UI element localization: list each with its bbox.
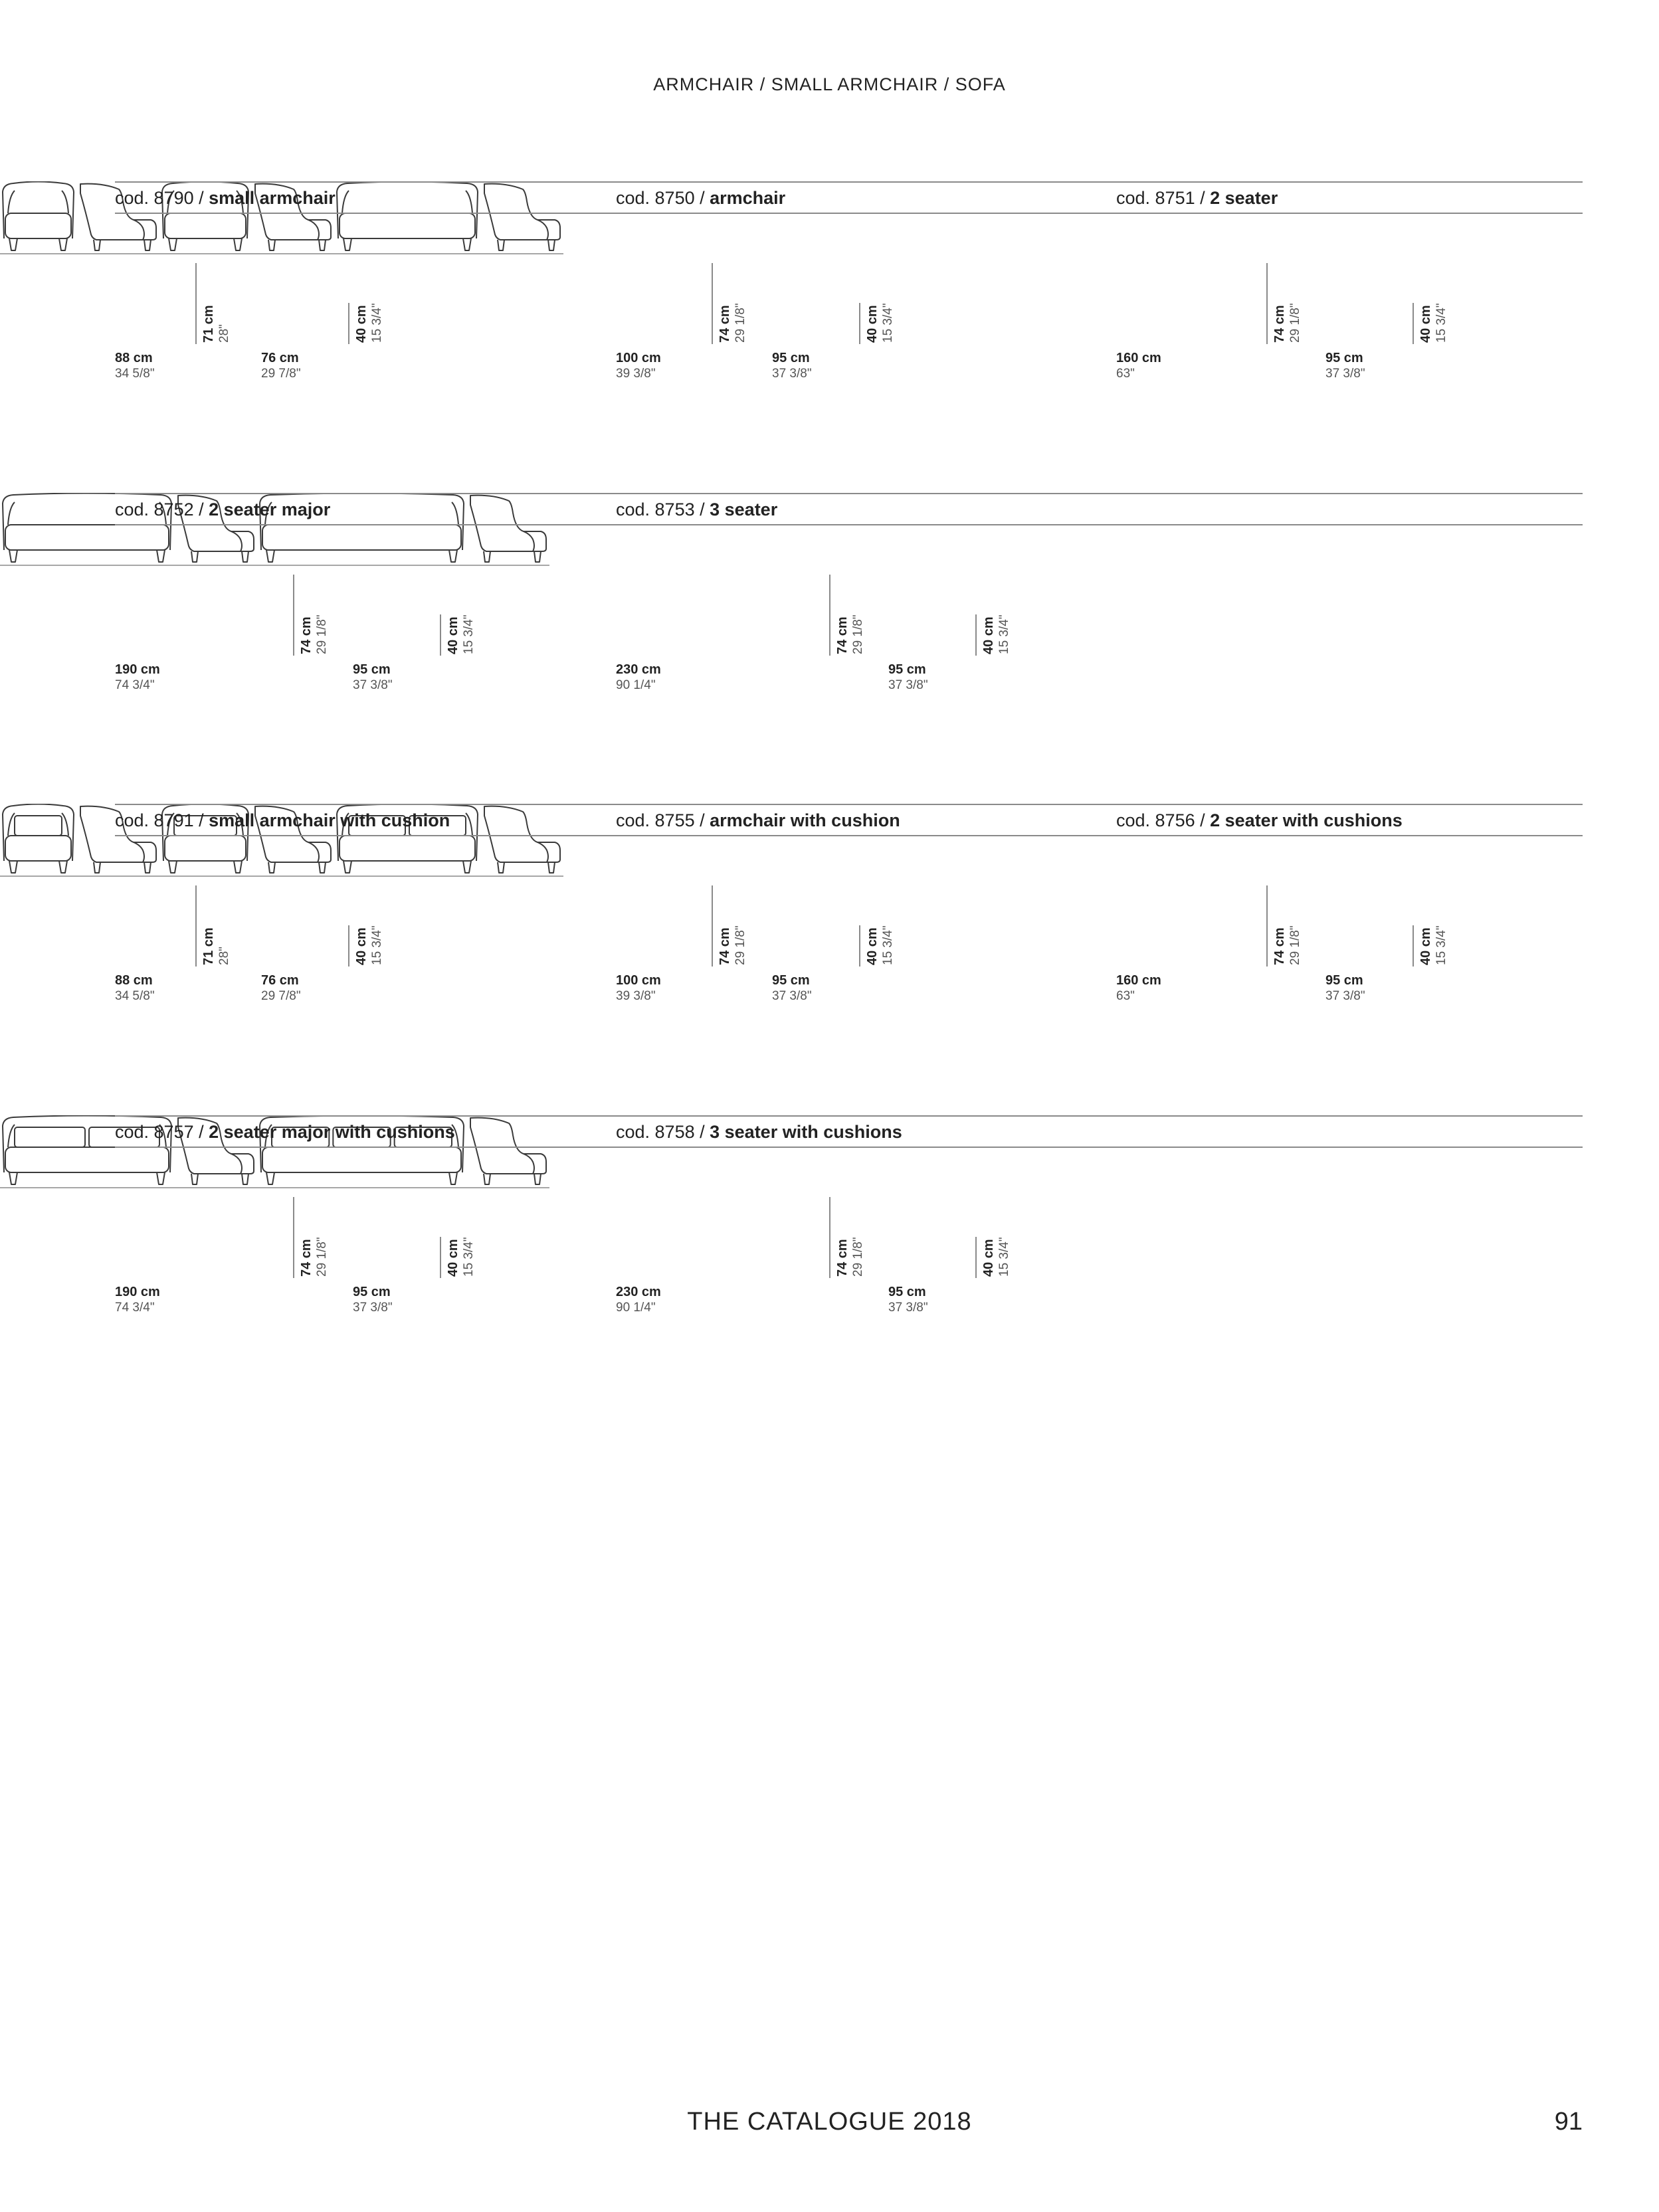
seat-height-in: 15 3/4" bbox=[997, 1237, 1011, 1277]
product-code: cod. 8750 / bbox=[616, 188, 705, 208]
product-name: 2 seater bbox=[1210, 188, 1278, 208]
height-guide-line bbox=[293, 1197, 294, 1278]
front-width-in: 34 5/8" bbox=[115, 989, 155, 1003]
side-depth-cm: 95 cm bbox=[1325, 973, 1363, 988]
front-height-in: 29 1/8" bbox=[851, 1237, 865, 1277]
side-depth-in: 37 3/8" bbox=[353, 1301, 393, 1315]
front-height-cm: 74 cm bbox=[718, 927, 732, 965]
front-view-drawing bbox=[0, 804, 76, 877]
front-height-in: 29 1/8" bbox=[1288, 925, 1302, 965]
product-code: cod. 8753 / bbox=[616, 500, 705, 519]
seat-height-dimension bbox=[445, 1237, 477, 1277]
product-title bbox=[115, 1122, 455, 1143]
side-depth-cm: 95 cm bbox=[772, 973, 810, 988]
product-name: small armchair bbox=[209, 188, 336, 208]
front-height-in: 29 1/8" bbox=[733, 925, 747, 965]
front-height-dimension bbox=[834, 1237, 866, 1277]
front-width-cm: 160 cm bbox=[1116, 351, 1161, 365]
row-bottom-rule bbox=[115, 835, 1583, 836]
front-width-in: 90 1/4" bbox=[616, 1301, 656, 1315]
seat-height-in: 15 3/4" bbox=[370, 303, 384, 343]
front-height-in: 29 1/8" bbox=[733, 303, 747, 343]
seat-height-dimension bbox=[353, 925, 385, 965]
front-width-in: 63" bbox=[1116, 367, 1135, 381]
seat-height-dimension bbox=[864, 925, 896, 965]
seat-height-in: 15 3/4" bbox=[462, 614, 476, 654]
product-title bbox=[115, 500, 330, 520]
front-height-dimension bbox=[201, 927, 233, 965]
front-width-cm: 230 cm bbox=[616, 662, 661, 677]
seat-guide-line bbox=[348, 303, 349, 344]
front-height-dimension bbox=[1272, 925, 1304, 965]
front-height-cm: 71 cm bbox=[201, 927, 216, 965]
seat-guide-line bbox=[859, 925, 860, 967]
product-row bbox=[0, 493, 1659, 805]
front-height-in: 28" bbox=[217, 324, 231, 343]
side-depth-cm: 76 cm bbox=[261, 351, 299, 365]
side-view-drawing bbox=[480, 804, 563, 877]
front-width-in: 74 3/4" bbox=[115, 678, 155, 692]
seat-height-cm: 40 cm bbox=[865, 927, 880, 965]
product-name: 3 seater bbox=[710, 500, 778, 519]
row-top-rule bbox=[115, 493, 1583, 494]
seat-guide-line bbox=[440, 1237, 441, 1278]
seat-height-in: 15 3/4" bbox=[997, 614, 1011, 654]
side-depth-in: 37 3/8" bbox=[1325, 367, 1365, 381]
seat-height-in: 15 3/4" bbox=[881, 303, 895, 343]
height-guide-line bbox=[1266, 885, 1268, 967]
front-height-dimension bbox=[201, 305, 233, 343]
product-title bbox=[115, 188, 336, 209]
catalogue-title: THE CATALOGUE 2018 bbox=[687, 2108, 972, 2136]
row-bottom-rule bbox=[115, 1147, 1583, 1148]
front-height-dimension bbox=[834, 614, 866, 654]
product-code: cod. 8757 / bbox=[115, 1122, 204, 1142]
front-view-drawing bbox=[334, 181, 480, 254]
seat-height-dimension bbox=[864, 303, 896, 343]
side-depth-cm: 76 cm bbox=[261, 973, 299, 988]
seat-height-in: 15 3/4" bbox=[881, 925, 895, 965]
product-row bbox=[0, 181, 1659, 494]
front-height-cm: 74 cm bbox=[1272, 927, 1287, 965]
product-name: 2 seater major with cushions bbox=[209, 1122, 455, 1142]
front-width-cm: 88 cm bbox=[115, 351, 153, 365]
front-width-in: 39 3/8" bbox=[616, 367, 656, 381]
product-title bbox=[616, 188, 785, 209]
front-height-cm: 74 cm bbox=[299, 1239, 314, 1277]
product-row bbox=[0, 804, 1659, 1116]
front-height-dimension bbox=[717, 925, 749, 965]
seat-height-dimension bbox=[981, 614, 1013, 654]
product-name: armchair with cushion bbox=[710, 810, 900, 830]
side-depth-cm: 95 cm bbox=[888, 662, 926, 677]
seat-height-dimension bbox=[1418, 303, 1450, 343]
product-code: cod. 8755 / bbox=[616, 810, 705, 830]
front-height-in: 29 1/8" bbox=[315, 614, 329, 654]
height-guide-line bbox=[293, 575, 294, 656]
seat-guide-line bbox=[859, 303, 860, 344]
product-code: cod. 8756 / bbox=[1116, 810, 1205, 830]
seat-guide-line bbox=[975, 1237, 977, 1278]
product-code: cod. 8758 / bbox=[616, 1122, 705, 1142]
product-name: armchair bbox=[710, 188, 786, 208]
side-depth-cm: 95 cm bbox=[1325, 351, 1363, 365]
front-width-in: 90 1/4" bbox=[616, 678, 656, 692]
seat-height-dimension bbox=[445, 614, 477, 654]
side-depth-cm: 95 cm bbox=[772, 351, 810, 365]
front-width-cm: 160 cm bbox=[1116, 973, 1161, 988]
front-width-cm: 88 cm bbox=[115, 973, 153, 988]
seat-height-cm: 40 cm bbox=[865, 305, 880, 343]
seat-height-cm: 40 cm bbox=[1418, 927, 1433, 965]
front-width-cm: 190 cm bbox=[115, 662, 160, 677]
side-depth-in: 29 7/8" bbox=[261, 367, 301, 381]
page-number: 91 bbox=[1554, 2108, 1583, 2136]
front-height-dimension bbox=[298, 1237, 330, 1277]
front-width-cm: 100 cm bbox=[616, 973, 661, 988]
product-code: cod. 8751 / bbox=[1116, 188, 1205, 208]
seat-guide-line bbox=[1413, 925, 1414, 967]
side-depth-cm: 95 cm bbox=[353, 662, 391, 677]
product-title bbox=[1116, 810, 1403, 831]
front-height-cm: 74 cm bbox=[718, 305, 732, 343]
front-width-in: 34 5/8" bbox=[115, 367, 155, 381]
seat-height-cm: 40 cm bbox=[446, 1239, 460, 1277]
seat-guide-line bbox=[348, 925, 349, 967]
seat-height-in: 15 3/4" bbox=[370, 925, 384, 965]
side-depth-in: 37 3/8" bbox=[1325, 989, 1365, 1003]
seat-height-in: 15 3/4" bbox=[462, 1237, 476, 1277]
side-view-drawing bbox=[466, 1115, 549, 1188]
seat-height-dimension bbox=[1418, 925, 1450, 965]
side-depth-cm: 95 cm bbox=[353, 1285, 391, 1299]
front-width-in: 74 3/4" bbox=[115, 1301, 155, 1315]
front-height-cm: 74 cm bbox=[835, 1239, 850, 1277]
side-view-drawing bbox=[466, 493, 549, 566]
product-row bbox=[0, 1115, 1659, 1428]
front-width-cm: 190 cm bbox=[115, 1285, 160, 1299]
front-height-cm: 74 cm bbox=[835, 616, 850, 654]
side-depth-in: 37 3/8" bbox=[888, 678, 928, 692]
product-title bbox=[115, 810, 450, 831]
seat-height-in: 15 3/4" bbox=[1434, 303, 1448, 343]
row-bottom-rule bbox=[115, 524, 1583, 525]
seat-height-dimension bbox=[981, 1237, 1013, 1277]
seat-height-cm: 40 cm bbox=[354, 305, 369, 343]
front-view-drawing bbox=[0, 181, 76, 254]
seat-guide-line bbox=[1413, 303, 1414, 344]
height-guide-line bbox=[829, 1197, 830, 1278]
side-depth-in: 37 3/8" bbox=[772, 367, 812, 381]
product-name: 2 seater with cushions bbox=[1210, 810, 1403, 830]
seat-height-cm: 40 cm bbox=[1418, 305, 1433, 343]
front-height-cm: 74 cm bbox=[1272, 305, 1287, 343]
front-width-in: 63" bbox=[1116, 989, 1135, 1003]
product-name: 3 seater with cushions bbox=[710, 1122, 902, 1142]
side-view-drawing bbox=[480, 181, 563, 254]
side-depth-in: 37 3/8" bbox=[772, 989, 812, 1003]
product-title bbox=[616, 1122, 902, 1143]
side-depth-in: 37 3/8" bbox=[888, 1301, 928, 1315]
side-depth-in: 37 3/8" bbox=[353, 678, 393, 692]
seat-height-cm: 40 cm bbox=[354, 927, 369, 965]
product-code: cod. 8791 / bbox=[115, 810, 204, 830]
side-depth-cm: 95 cm bbox=[888, 1285, 926, 1299]
seat-height-in: 15 3/4" bbox=[1434, 925, 1448, 965]
seat-height-cm: 40 cm bbox=[981, 1239, 996, 1277]
front-height-dimension bbox=[1272, 303, 1304, 343]
product-title bbox=[1116, 188, 1278, 209]
seat-guide-line bbox=[975, 614, 977, 656]
height-guide-line bbox=[195, 885, 197, 967]
front-height-in: 29 1/8" bbox=[851, 614, 865, 654]
side-depth-in: 29 7/8" bbox=[261, 989, 301, 1003]
front-height-cm: 74 cm bbox=[299, 616, 314, 654]
product-code: cod. 8752 / bbox=[115, 500, 204, 519]
seat-height-cm: 40 cm bbox=[981, 616, 996, 654]
row-top-rule bbox=[115, 1115, 1583, 1117]
front-width-cm: 230 cm bbox=[616, 1285, 661, 1299]
product-title bbox=[616, 810, 900, 831]
height-guide-line bbox=[195, 263, 197, 344]
product-name: 2 seater major bbox=[209, 500, 331, 519]
page-section-title: ARMCHAIR / SMALL ARMCHAIR / SOFA bbox=[653, 74, 1006, 94]
front-height-in: 29 1/8" bbox=[1288, 303, 1302, 343]
front-height-in: 28" bbox=[217, 947, 231, 965]
seat-height-dimension bbox=[353, 303, 385, 343]
front-width-cm: 100 cm bbox=[616, 351, 661, 365]
height-guide-line bbox=[712, 885, 713, 967]
front-height-dimension bbox=[717, 303, 749, 343]
row-top-rule bbox=[115, 804, 1583, 805]
seat-guide-line bbox=[440, 614, 441, 656]
row-top-rule bbox=[115, 181, 1583, 183]
front-height-in: 29 1/8" bbox=[315, 1237, 329, 1277]
height-guide-line bbox=[712, 263, 713, 344]
front-height-dimension bbox=[298, 614, 330, 654]
product-code: cod. 8790 / bbox=[115, 188, 204, 208]
front-height-cm: 71 cm bbox=[201, 305, 216, 343]
height-guide-line bbox=[1266, 263, 1268, 344]
front-width-in: 39 3/8" bbox=[616, 989, 656, 1003]
height-guide-line bbox=[829, 575, 830, 656]
product-title bbox=[616, 500, 777, 520]
seat-height-cm: 40 cm bbox=[446, 616, 460, 654]
product-name: small armchair with cushion bbox=[209, 810, 450, 830]
row-bottom-rule bbox=[115, 213, 1583, 214]
